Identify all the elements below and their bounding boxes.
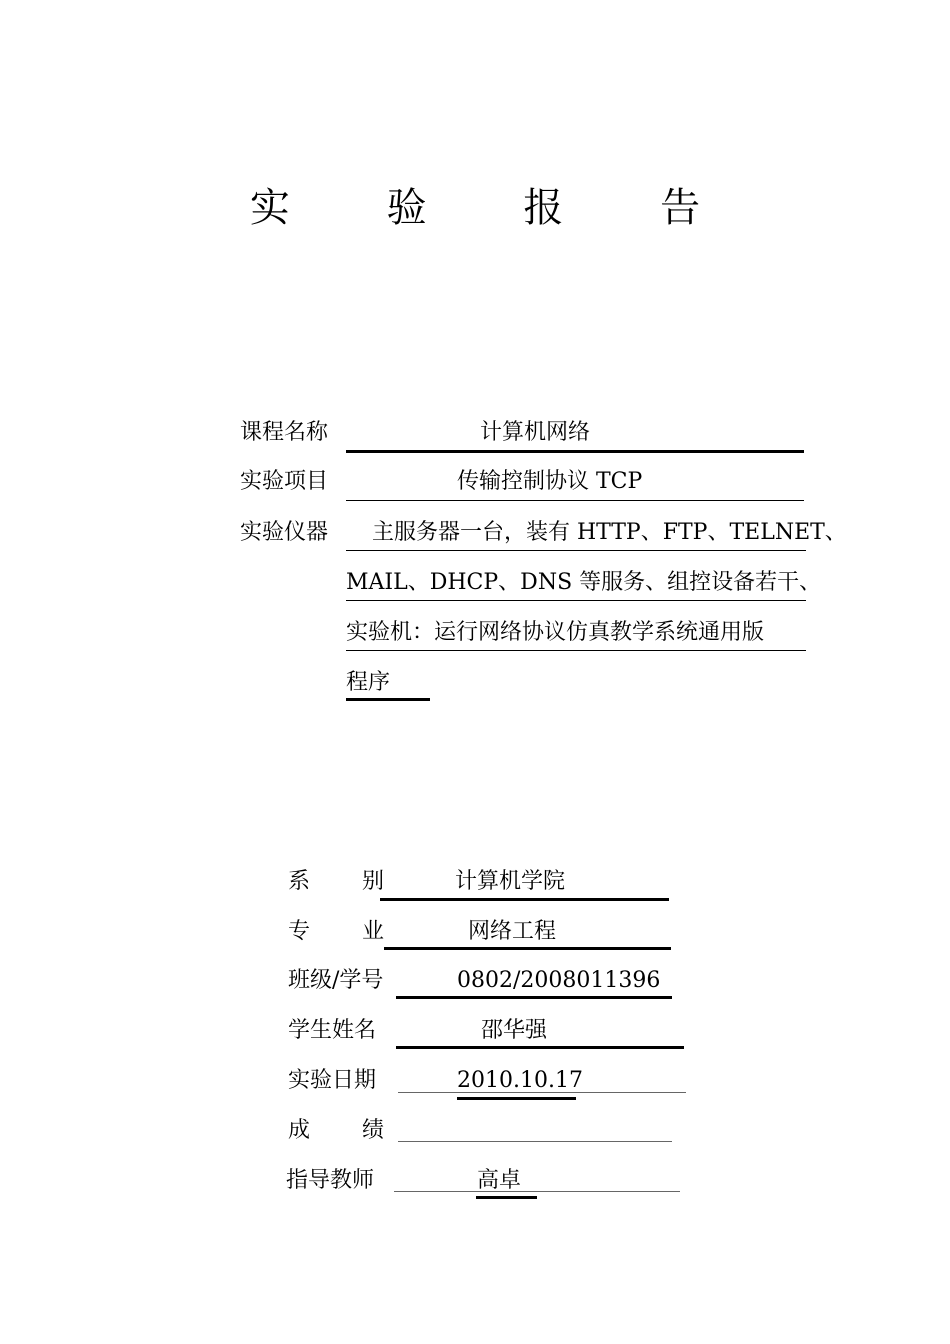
project-underline — [346, 500, 804, 501]
equipment-line-2: MAIL、DHCP、DNS 等服务、组控设备若干、 — [346, 570, 822, 595]
major-underline — [384, 947, 671, 950]
grade-blank-line — [398, 1141, 672, 1142]
teacher-underline — [476, 1196, 537, 1199]
date-label: 实验日期 — [288, 1068, 377, 1093]
major-value: 网络工程 — [468, 919, 557, 944]
equipment-line-3: 实验机：运行网络协议仿真教学系统通用版 — [346, 620, 765, 645]
student-underline — [396, 1046, 684, 1049]
equipment-label: 实验仪器 — [240, 520, 329, 545]
equipment-underline-1 — [346, 550, 806, 551]
class-id-label: 班级/学号 — [288, 968, 384, 993]
teacher-blank-line — [394, 1191, 680, 1192]
teacher-value: 高卓 — [477, 1168, 522, 1193]
equipment-line-1: 主服务器一台，装有 HTTP、FTP、TELNET、 — [372, 520, 847, 545]
equipment-underline-4 — [346, 698, 430, 701]
class-id-underline — [396, 996, 672, 999]
department-underline — [380, 898, 669, 901]
date-underline — [457, 1097, 576, 1100]
project-label: 实验项目 — [240, 469, 329, 494]
project-value: 传输控制协议 TCP — [457, 469, 643, 494]
equipment-underline-3 — [346, 650, 806, 651]
class-id-value: 0802/2008011396 — [457, 968, 661, 993]
teacher-label: 指导教师 — [286, 1168, 375, 1193]
student-label: 学生姓名 — [288, 1018, 377, 1043]
grade-label: 成 绩 — [288, 1118, 384, 1143]
department-label: 系 别 — [288, 869, 384, 894]
major-label: 专 业 — [288, 919, 384, 944]
student-value: 邵华强 — [481, 1018, 548, 1043]
course-label: 课程名称 — [240, 420, 329, 445]
department-value: 计算机学院 — [455, 869, 566, 894]
report-title: 实 验 报 告 — [249, 185, 743, 231]
date-value: 2010.10.17 — [457, 1068, 583, 1093]
equipment-line-4: 程序 — [346, 670, 391, 695]
course-underline — [346, 450, 804, 453]
equipment-underline-2 — [346, 600, 806, 601]
course-value: 计算机网络 — [480, 420, 591, 445]
